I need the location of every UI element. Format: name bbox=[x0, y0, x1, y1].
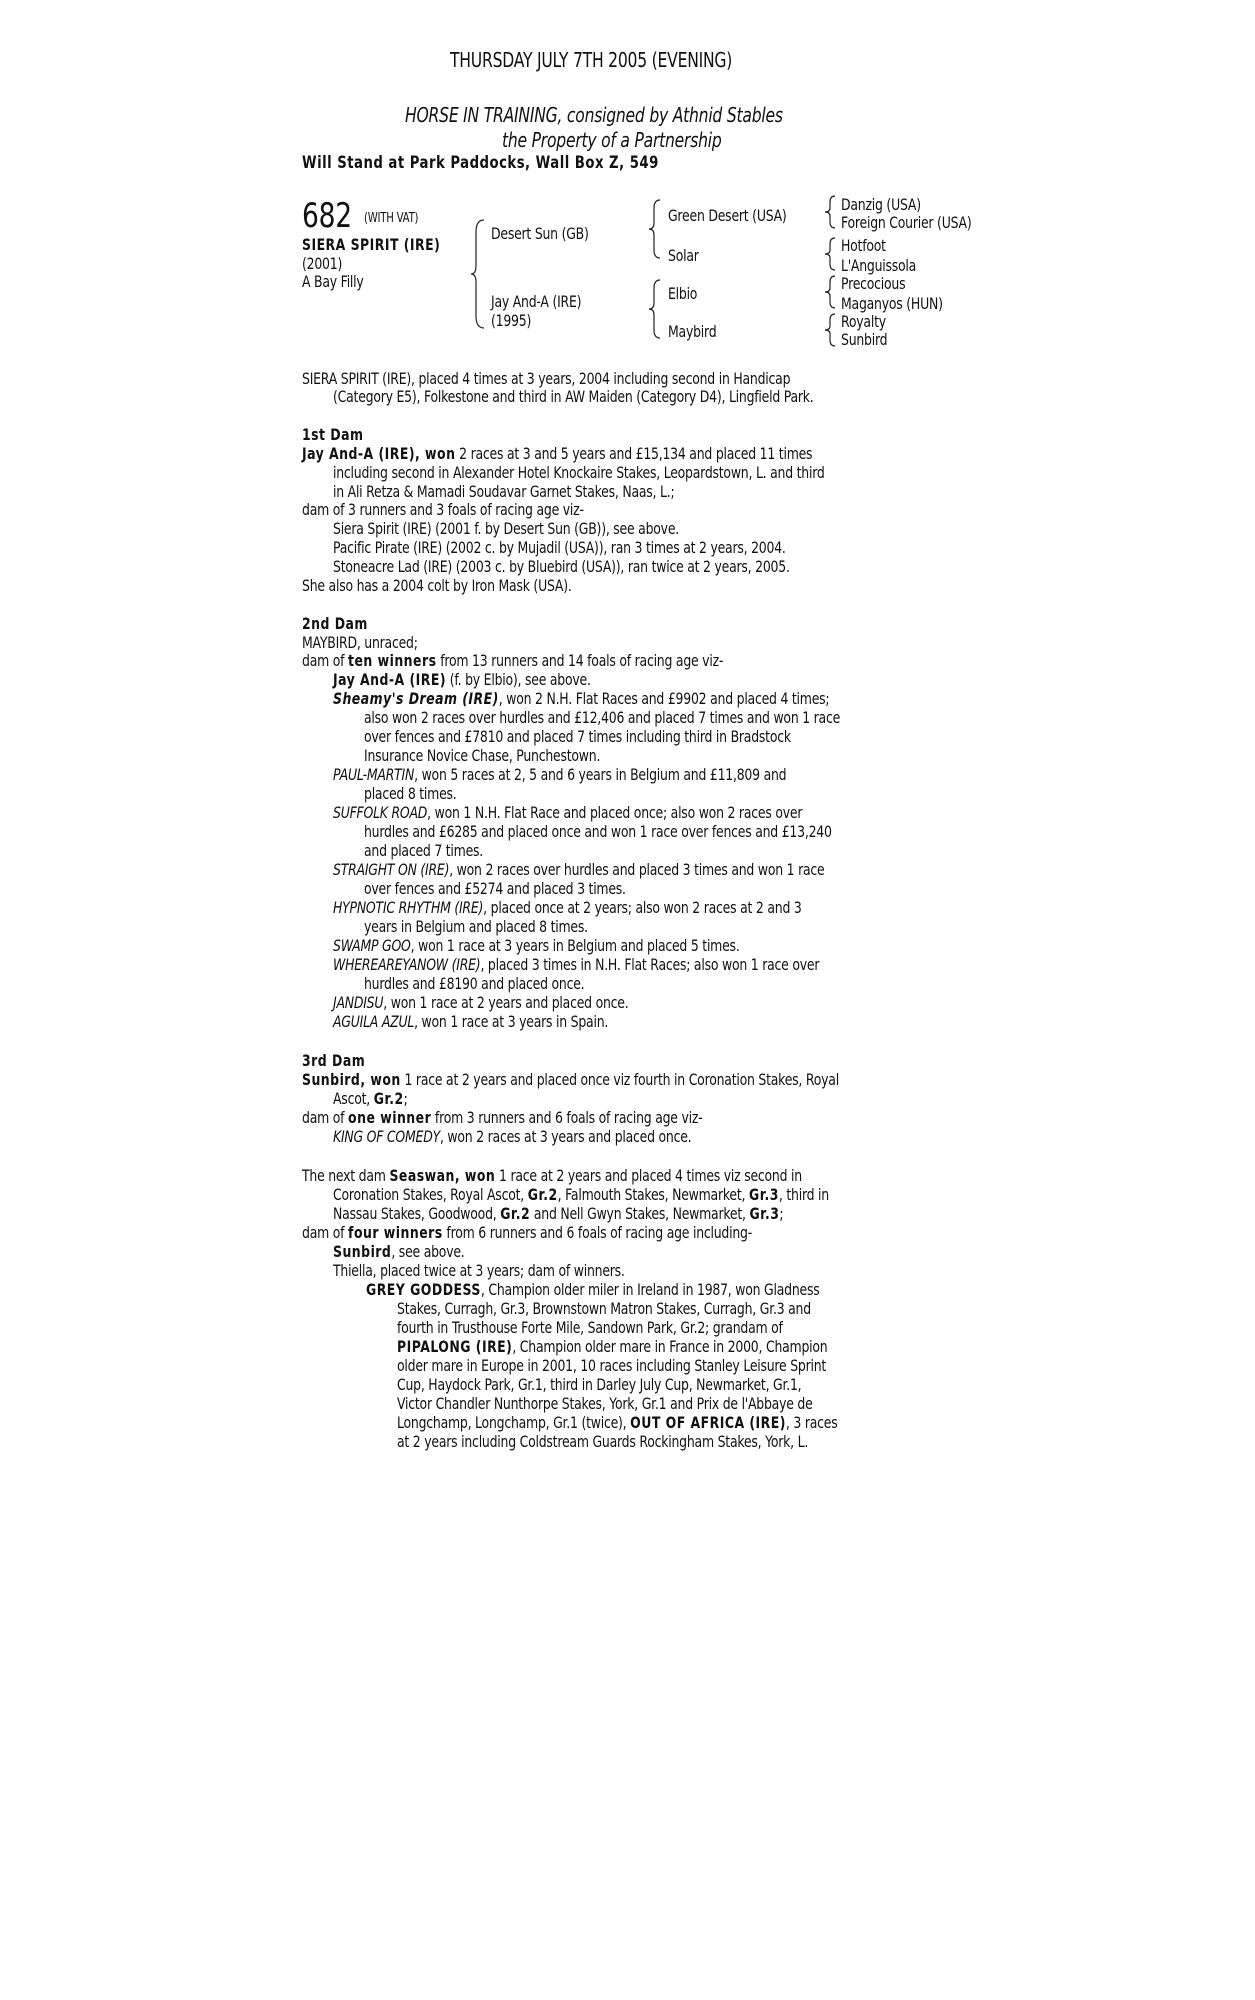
fourth-dam-produce bbox=[333, 1242, 465, 1261]
produce-name: AGUILA AZUL bbox=[333, 1012, 415, 1031]
grade-label: Gr.2 bbox=[373, 1089, 404, 1108]
dam-record: 2 races at 3 and 5 years and £15,134 and placed 11 times bbox=[455, 444, 813, 463]
produce-name: SUFFOLK ROAD bbox=[333, 803, 428, 822]
second-dam-line: over fences and £7810 and placed 7 times including third in Bradstock bbox=[364, 727, 791, 746]
winners-count: ten winners bbox=[348, 651, 437, 670]
consignment-line: HORSE IN TRAINING, consigned by Athnid Stables bbox=[405, 103, 783, 127]
text-run: 1 race at 2 years and placed 4 times viz second in bbox=[495, 1166, 802, 1185]
fourth-dam-produce bbox=[366, 1280, 819, 1299]
text-run: from 13 runners and 14 foals of racing age viz- bbox=[436, 651, 724, 670]
text-run: dam of bbox=[302, 1108, 349, 1127]
second-dam-produce bbox=[333, 1012, 608, 1031]
produce-name: HYPNOTIC RHYTHM (IRE) bbox=[333, 898, 484, 917]
text-run: , won 2 N.H. Flat Races and £9902 and placed 4 times; bbox=[498, 689, 830, 708]
summary-line: SIERA SPIRIT (IRE), placed 4 times at 3 years, 2004 including second in Handicap bbox=[302, 369, 791, 388]
fourth-dam-line bbox=[302, 1223, 752, 1242]
text-run: ; bbox=[403, 1089, 408, 1108]
grade-label: Gr.2 bbox=[527, 1185, 558, 1204]
pedigree-brace-dam bbox=[648, 278, 664, 340]
fourth-dam-line: Victor Chandler Nunthorpe Stakes, York, Gr.1 and Prix de l'Abbaye de bbox=[397, 1394, 813, 1413]
text-run: Longchamp, Longchamp, Gr.1 (twice), bbox=[397, 1413, 631, 1432]
produce-name: WHEREAREYANOW (IRE) bbox=[333, 955, 481, 974]
pedigree-g2: Foreign Courier (USA) bbox=[841, 213, 972, 232]
pedigree-g6: Maganyos (HUN) bbox=[841, 294, 943, 313]
text-run: , 3 races bbox=[785, 1413, 838, 1432]
fourth-dam-line: at 2 years including Coldstream Guards Rockingham Stakes, York, L. bbox=[397, 1432, 809, 1451]
text-run: from 6 runners and 6 foals of racing age including- bbox=[442, 1223, 752, 1242]
text-run: , see above. bbox=[391, 1242, 465, 1261]
text-run: , won 1 race at 3 years in Spain. bbox=[414, 1012, 609, 1031]
produce-name: Jay And-A (IRE) bbox=[333, 670, 447, 689]
second-dam-line: Insurance Novice Chase, Punchestown. bbox=[364, 746, 601, 765]
second-dam-line bbox=[302, 651, 723, 670]
pedigree-dam-sire: Elbio bbox=[668, 284, 698, 303]
second-dam-produce bbox=[333, 936, 740, 955]
property-line: the Property of a Partnership bbox=[502, 128, 722, 152]
text-run: , Champion older mare in France in 2000, Champion bbox=[512, 1337, 828, 1356]
fourth-dam-line: Cup, Haydock Park, Gr.1, third in Darley July Cup, Newmarket, Gr.1, bbox=[397, 1375, 802, 1394]
vat-note: (WITH VAT) bbox=[364, 211, 419, 226]
summary-line: (Category E5), Folkestone and third in AW Maiden (Category D4), Lingfield Park. bbox=[333, 387, 814, 406]
foaling-year: (2001) bbox=[302, 254, 343, 273]
third-dam-produce bbox=[333, 1127, 691, 1146]
second-dam-line: hurdles and £6285 and placed once and won 1 race over fences and £13,240 bbox=[364, 822, 832, 841]
lot-heading bbox=[302, 196, 366, 236]
fourth-dam-line: Stakes, Curragh, Gr.3, Brownstown Matron Stakes, Curragh, Gr.3 and bbox=[397, 1299, 811, 1318]
pedigree-g8: Sunbird bbox=[841, 330, 888, 349]
second-dam-heading: 2nd Dam bbox=[302, 614, 368, 633]
produce-name: JANDISU bbox=[333, 993, 384, 1012]
second-dam-line: placed 8 times. bbox=[364, 784, 457, 803]
pedigree-sire-sire: Green Desert (USA) bbox=[668, 206, 787, 225]
third-dam-line bbox=[333, 1089, 408, 1108]
text-run: , Falmouth Stakes, Newmarket, bbox=[557, 1185, 749, 1204]
dam-name: Sunbird, won bbox=[302, 1070, 401, 1089]
fourth-dam-line bbox=[397, 1413, 837, 1432]
winners-count: four winners bbox=[348, 1223, 443, 1242]
text-run: (f. by Elbio), see above. bbox=[446, 670, 591, 689]
text-run: Ascot, bbox=[333, 1089, 374, 1108]
pedigree-dam: Jay And-A (IRE) bbox=[491, 292, 582, 311]
text-run: Coronation Stakes, Royal Ascot, bbox=[333, 1185, 528, 1204]
produce-name: SWAMP GOO bbox=[333, 936, 411, 955]
text-run: , placed 3 times in N.H. Flat Races; also won 1 race over bbox=[480, 955, 820, 974]
second-dam-line: years in Belgium and placed 8 times. bbox=[364, 917, 588, 936]
pedigree-brace-g4 bbox=[824, 312, 838, 348]
produce-name: STRAIGHT ON (IRE) bbox=[333, 860, 450, 879]
fourth-dam-line: fourth in Trusthouse Forte Mile, Sandown Park, Gr.2; grandam of bbox=[397, 1318, 783, 1337]
pedigree-g5: Precocious bbox=[841, 274, 906, 293]
sale-date-heading: THURSDAY JULY 7TH 2005 (EVENING) bbox=[450, 48, 733, 72]
produce-name: PIPALONG (IRE) bbox=[397, 1337, 513, 1356]
text-run: ; bbox=[779, 1204, 784, 1223]
pedigree-dam-year: (1995) bbox=[491, 311, 532, 330]
fourth-dam-line bbox=[333, 1204, 783, 1223]
third-dam-line bbox=[302, 1108, 702, 1127]
first-dam-line: including second in Alexander Hotel Knockaire Stakes, Leopardstown, L. and third bbox=[333, 463, 825, 482]
fourth-dam-line bbox=[397, 1337, 827, 1356]
text-run: and Nell Gwyn Stakes, Newmarket, bbox=[530, 1204, 750, 1223]
text-run: , won 5 races at 2, 5 and 6 years in Belgium and £11,809 and bbox=[414, 765, 787, 784]
produce-name: Sunbird bbox=[333, 1242, 392, 1261]
horse-name: SIERA SPIRIT (IRE) bbox=[302, 235, 441, 254]
text-run: , won 1 race at 3 years in Belgium and placed 5 times. bbox=[410, 936, 740, 955]
produce-name: KING OF COMEDY bbox=[333, 1127, 440, 1146]
first-dam-line bbox=[302, 444, 812, 463]
second-dam-produce bbox=[333, 670, 591, 689]
text-run: dam of bbox=[302, 1223, 349, 1242]
second-dam-line: hurdles and £8190 and placed once. bbox=[364, 974, 585, 993]
text-run: , placed once at 2 years; also won 2 races at 2 and 3 bbox=[483, 898, 802, 917]
text-run: The next dam bbox=[302, 1166, 390, 1185]
second-dam-line: MAYBIRD, unraced; bbox=[302, 633, 418, 652]
text-run: , won 1 N.H. Flat Race and placed once; also won 2 races over bbox=[427, 803, 803, 822]
text-run: , Champion older miler in Ireland in 1987, won Gladness bbox=[480, 1280, 820, 1299]
second-dam-produce bbox=[333, 860, 824, 879]
second-dam-line: over fences and £5274 and placed 3 times. bbox=[364, 879, 626, 898]
pedigree-g4: L'Anguissola bbox=[841, 256, 917, 275]
second-dam-produce bbox=[333, 689, 829, 708]
second-dam-produce bbox=[333, 803, 802, 822]
fourth-dam-line: older mare in Europe in 2001, 10 races including Stanley Leisure Sprint bbox=[397, 1356, 827, 1375]
pedigree-sire-dam: Solar bbox=[668, 246, 699, 265]
dam-name: Seaswan, won bbox=[389, 1166, 496, 1185]
produce-name: Sheamy's Dream (IRE) bbox=[333, 689, 499, 708]
pedigree-g7: Royalty bbox=[841, 312, 886, 331]
horse-description: A Bay Filly bbox=[302, 272, 364, 291]
fourth-dam-line bbox=[302, 1166, 802, 1185]
dam-name: Jay And-A (IRE), won bbox=[302, 444, 456, 463]
pedigree-brace-g1 bbox=[824, 194, 838, 230]
text-run: , third in bbox=[778, 1185, 829, 1204]
produce-name: GREY GODDESS bbox=[366, 1280, 481, 1299]
pedigree-sire: Desert Sun (GB) bbox=[491, 224, 589, 243]
third-dam-heading: 3rd Dam bbox=[302, 1051, 366, 1070]
second-dam-line: and placed 7 times. bbox=[364, 841, 484, 860]
second-dam-produce bbox=[333, 955, 819, 974]
first-dam-produce: Stoneacre Lad (IRE) (2003 c. by Bluebird (USA)), ran twice at 2 years, 2005. bbox=[333, 557, 790, 576]
third-dam-line bbox=[302, 1070, 839, 1089]
produce-name: OUT OF AFRICA (IRE) bbox=[630, 1413, 786, 1432]
fourth-dam-line bbox=[333, 1185, 829, 1204]
first-dam-line: She also has a 2004 colt by Iron Mask (USA). bbox=[302, 576, 572, 595]
pedigree-brace-g2 bbox=[824, 236, 838, 272]
winners-count: one winner bbox=[348, 1108, 432, 1127]
grade-label: Gr.2 bbox=[500, 1204, 531, 1223]
text-run: 1 race at 2 years and placed once viz fourth in Coronation Stakes, Royal bbox=[400, 1070, 839, 1089]
pedigree-g1: Danzig (USA) bbox=[841, 195, 921, 214]
stand-line: Will Stand at Park Paddocks, Wall Box Z, 549 bbox=[302, 153, 659, 173]
pedigree-g3: Hotfoot bbox=[841, 236, 886, 255]
text-run: dam of bbox=[302, 651, 349, 670]
second-dam-produce bbox=[333, 898, 802, 917]
produce-name: PAUL-MARTIN bbox=[333, 765, 415, 784]
text-run: , won 2 races at 3 years and placed once. bbox=[439, 1127, 692, 1146]
first-dam-produce: Siera Spirit (IRE) (2001 f. by Desert Sun (GB)), see above. bbox=[333, 519, 680, 538]
pedigree-brace-g3 bbox=[824, 274, 838, 310]
grade-label: Gr.3 bbox=[748, 1185, 779, 1204]
pedigree-brace-sire bbox=[648, 198, 664, 260]
text-run: Nassau Stakes, Goodwood, bbox=[333, 1204, 501, 1223]
first-dam-heading: 1st Dam bbox=[302, 425, 364, 444]
first-dam-produce: Pacific Pirate (IRE) (2002 c. by Mujadil (USA)), ran 3 times at 2 years, 2004. bbox=[333, 538, 786, 557]
text-run: , won 1 race at 2 years and placed once. bbox=[383, 993, 629, 1012]
first-dam-line: in Ali Retza & Mamadi Soudavar Garnet Stakes, Naas, L.; bbox=[333, 482, 675, 501]
text-run: , won 2 races over hurdles and placed 3 times and won 1 race bbox=[449, 860, 825, 879]
second-dam-produce bbox=[333, 993, 628, 1012]
pedigree-brace-main bbox=[470, 218, 490, 330]
fourth-dam-produce: Thiella, placed twice at 3 years; dam of winners. bbox=[333, 1261, 625, 1280]
grade-label: Gr.3 bbox=[749, 1204, 780, 1223]
second-dam-produce bbox=[333, 765, 786, 784]
lot-number: 682 bbox=[302, 196, 352, 236]
text-run: from 3 runners and 6 foals of racing age viz- bbox=[431, 1108, 703, 1127]
pedigree-dam-dam: Maybird bbox=[668, 322, 717, 341]
second-dam-line: also won 2 races over hurdles and £12,406 and placed 7 times and won 1 race bbox=[364, 708, 841, 727]
first-dam-line: dam of 3 runners and 3 foals of racing age viz- bbox=[302, 500, 584, 519]
